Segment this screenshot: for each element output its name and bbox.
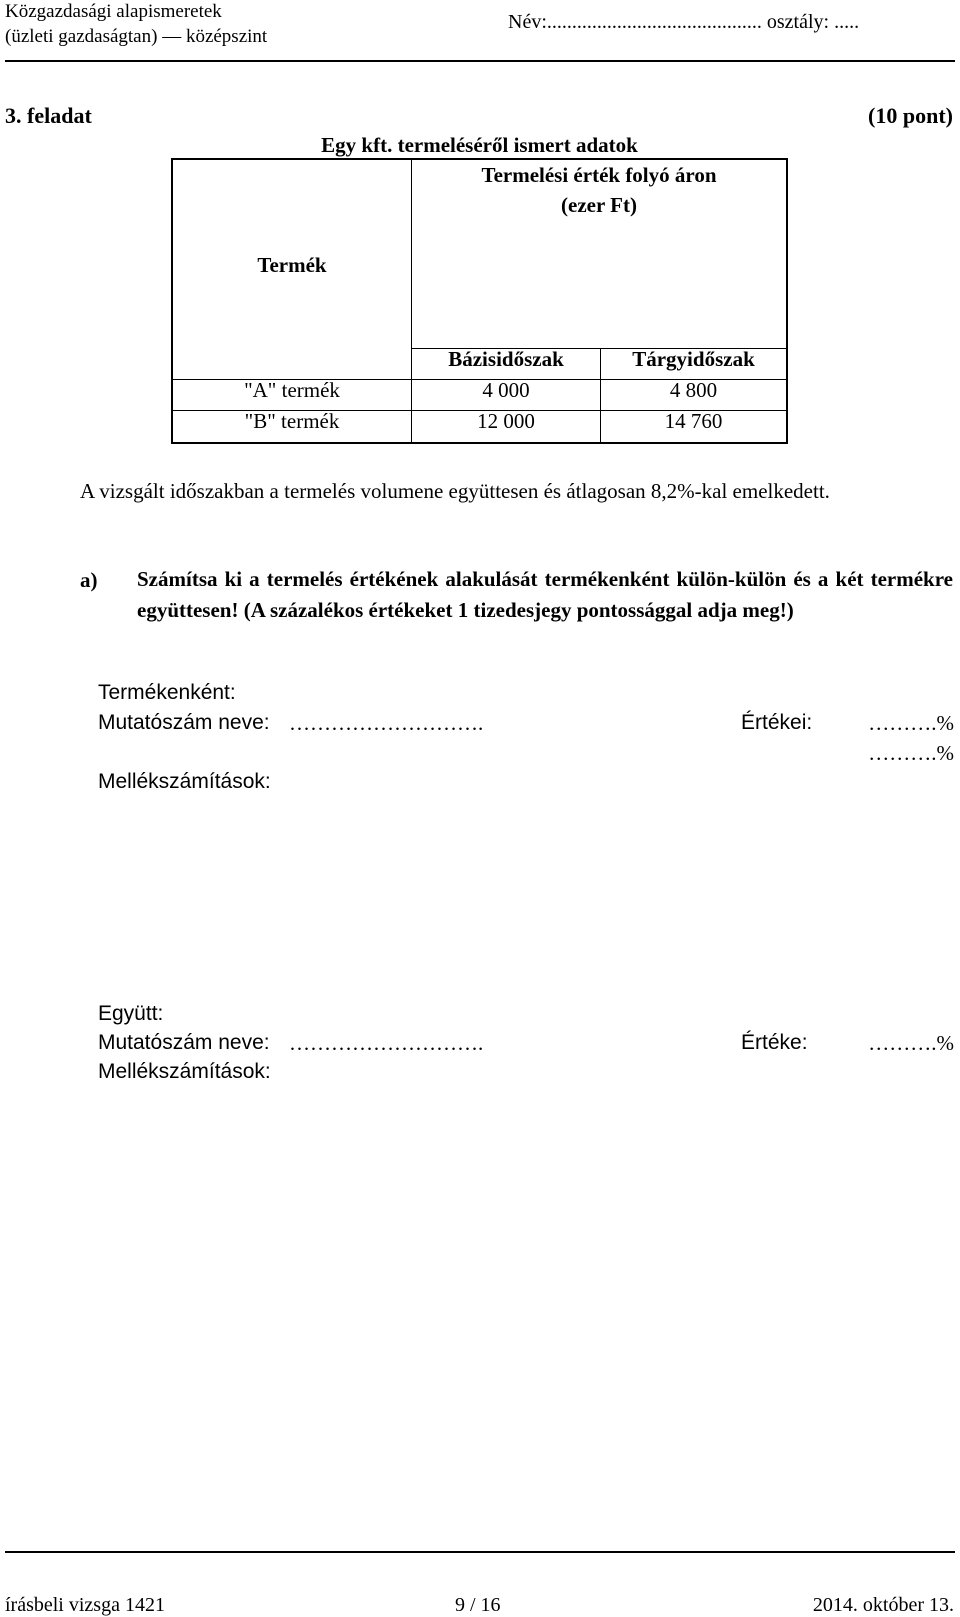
combined-indicator-label: Mutatószám neve: — [98, 1031, 270, 1054]
per-product-side-calc: Mellékszámítások: — [98, 770, 271, 793]
per-product-value-1[interactable]: ……….% — [868, 711, 954, 735]
header-rule — [5, 60, 955, 62]
combined-heading: Együtt: — [98, 1002, 164, 1025]
production-table — [171, 158, 788, 444]
footer-page-number: 9 / 16 — [455, 1594, 501, 1616]
combined-indicator-dots[interactable]: ………………………. — [289, 1031, 484, 1055]
row-a-target: 4 800 — [669, 378, 718, 402]
row-b-base: 12 000 — [477, 409, 535, 433]
footer-exam-id: írásbeli vizsga 1421 — [5, 1594, 165, 1616]
per-product-values-label: Értékei: — [741, 711, 813, 734]
row-a-product: "A" termék — [244, 378, 340, 402]
combined-value[interactable]: ……….% — [868, 1031, 954, 1055]
name-class-field: Név:........................................... osztály: ..... — [508, 11, 860, 33]
row-b-target: 14 760 — [664, 409, 723, 433]
row-a-base: 4 000 — [482, 378, 530, 402]
per-product-indicator-dots[interactable]: ………………………. — [289, 711, 484, 735]
header-target: Tárgyidőszak — [632, 347, 755, 371]
intro-paragraph: A vizsgált időszakban a termelés volumene együttesen és átlagosan 8,2%-kal emelkedett. — [80, 479, 830, 503]
per-product-value-2[interactable]: ……….% — [868, 741, 954, 765]
table-caption: Egy kft. termeléséről ismert adatok — [321, 133, 638, 157]
header-base: Bázisidőszak — [448, 347, 564, 371]
row-b-product: "B" termék — [244, 409, 340, 433]
header-product: Termék — [257, 253, 327, 277]
combined-value-label: Értéke: — [741, 1031, 808, 1054]
question-a-text: Számítsa ki a termelés értékének alakulását termékenként külön-külön és a két termékre együttesen! (A százalékos értékeket 1 tizedesjegy pontossággal adja meg!) — [137, 567, 953, 622]
task-number: 3. feladat — [5, 103, 92, 128]
header-value-line2: (ezer Ft) — [561, 193, 637, 217]
subject-line-2: (üzleti gazdaságtan) — középszint — [5, 26, 268, 47]
per-product-indicator-label: Mutatószám neve: — [98, 711, 270, 734]
footer-rule — [5, 1551, 955, 1553]
combined-side-calc: Mellékszámítások: — [98, 1060, 271, 1083]
question-a-label: a) — [80, 568, 98, 592]
per-product-heading: Termékenként: — [98, 681, 236, 704]
task-points: (10 pont) — [868, 103, 953, 128]
footer-date: 2014. október 13. — [812, 1594, 954, 1616]
subject-line-1: Közgazdasági alapismeretek — [5, 1, 222, 22]
header-value-line1: Termelési érték folyó áron — [481, 163, 717, 187]
